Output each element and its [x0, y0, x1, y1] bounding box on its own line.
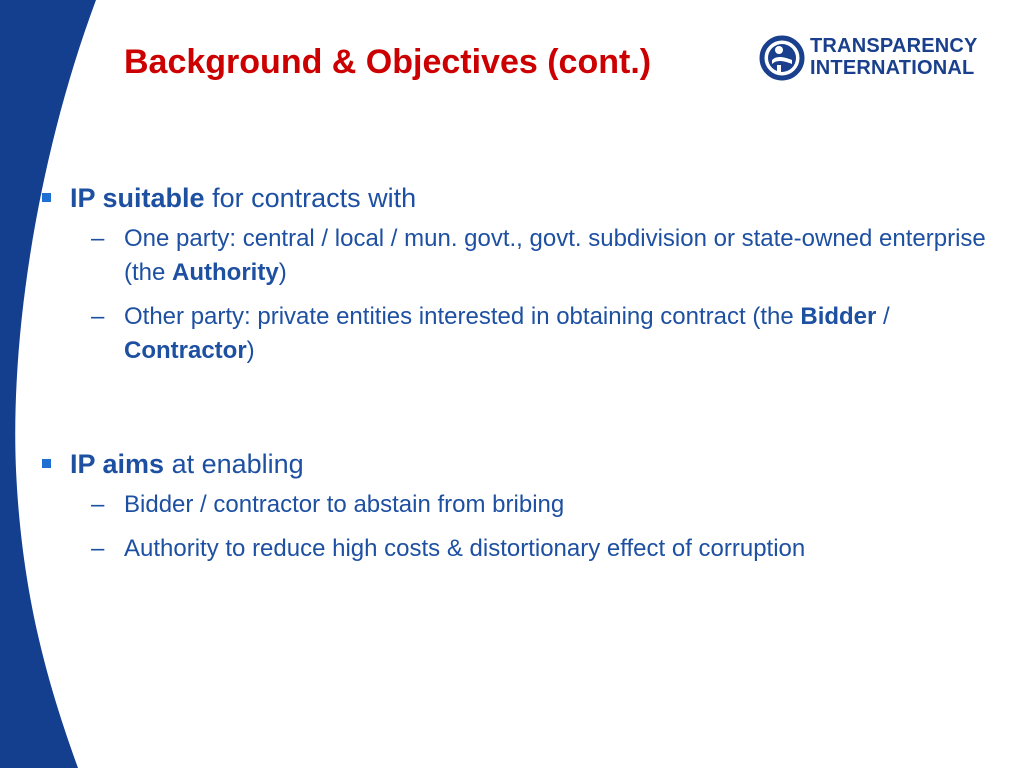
- square-bullet-icon: [42, 459, 51, 468]
- bullet-ip-aims: [40, 444, 990, 484]
- bullet-bold-text: IP suitable: [70, 183, 205, 213]
- slide-body: [40, 178, 990, 566]
- square-bullet-icon: [42, 193, 51, 202]
- slide-title: Background & Objectives (cont.): [124, 43, 652, 81]
- logo-line-1: TRANSPARENCY: [810, 35, 978, 57]
- sub-bullet-text: One party: central / local / mun. govt., govt. subdivision or state-owned enterprise (the: [124, 225, 986, 286]
- sub-bullet-text: Other party: private entities interested in obtaining contract (the: [124, 303, 801, 330]
- sub-bullet-tail: ): [278, 259, 287, 286]
- sub-bullet-tail: ): [246, 337, 255, 364]
- dash-marker: –: [91, 491, 105, 518]
- bullet-text: at enabling: [164, 449, 304, 479]
- bullet-bold-text: IP aims: [70, 449, 165, 479]
- sub-bullet-text: Bidder / contractor to abstain from bribing: [124, 491, 565, 518]
- sub-bullet-bold: Authority: [172, 259, 279, 286]
- dash-marker: –: [91, 303, 105, 330]
- dash-marker: –: [91, 535, 105, 562]
- logo-line-2: INTERNATIONAL: [810, 57, 975, 79]
- bullet-ip-suitable: [40, 178, 990, 218]
- transparency-international-logo: [758, 32, 1008, 84]
- dash-marker: –: [91, 225, 105, 252]
- globe-icon: [758, 34, 806, 82]
- sub-bullet-authority: [40, 222, 990, 290]
- sub-bullet-separator: /: [876, 303, 890, 330]
- sub-bullet-abstain: [40, 488, 990, 522]
- sub-bullet-bold: Bidder: [800, 303, 877, 330]
- sub-bullet-text: Authority to reduce high costs & distortionary effect of corruption: [124, 535, 806, 562]
- bullet-text: for contracts with: [204, 183, 417, 213]
- sub-bullet-bold-2: Contractor: [124, 337, 247, 364]
- sub-bullet-reduce-costs: [40, 532, 990, 566]
- logo-wordmark: [810, 35, 978, 79]
- sub-bullet-bidder: [40, 300, 990, 368]
